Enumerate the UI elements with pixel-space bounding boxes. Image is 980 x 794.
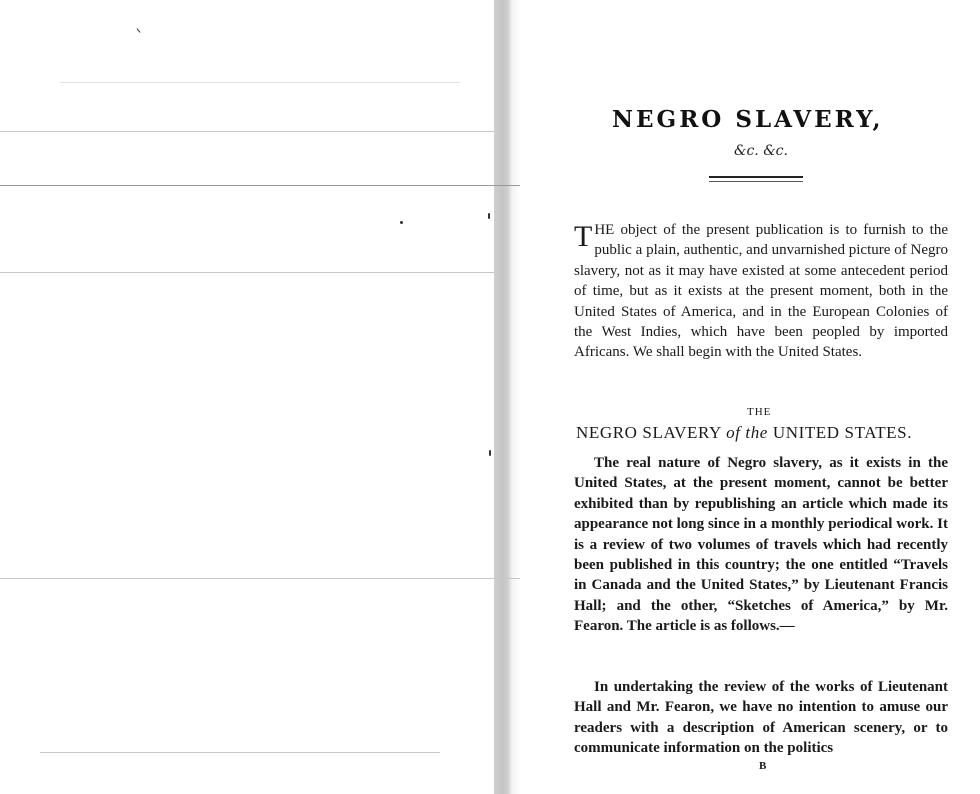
scan-line — [0, 272, 494, 273]
drop-cap: T — [574, 220, 593, 253]
page-title: NEGRO SLAVERY, — [612, 106, 884, 133]
book-gutter — [494, 0, 520, 794]
section-heading-of-the: of the — [726, 423, 768, 442]
scan-line — [40, 752, 440, 753]
section-heading-part2: UNITED STATES. — [772, 423, 913, 442]
section-heading — [576, 423, 948, 443]
ink-speck — [489, 450, 491, 456]
intro-text: HE object of the present publication is to furnish to the public a plain, authentic, and unvarnished picture of Negro slavery, not as it may have existed at some antecedent period of time, but as it exists at the present moment, both in the United States of America, and in the European Colonies of the West Indies, which have been peopled by imported Africans. We shall begin with the United States. — [574, 222, 948, 361]
section-label: THE — [747, 406, 772, 418]
ornamental-rule — [709, 176, 803, 182]
ink-speck — [488, 213, 490, 219]
ink-speck — [400, 221, 403, 224]
paragraph-2: The real nature of Negro slavery, as it exists in the United States, at the present moment, cannot be better exhibited than by republishing an article which made its appearance not long since in a monthly periodical work. It is a review of two volumes of travels which had recently been published in this country; the one entitled “Travels in Canada and the United States,” by Lieutenant Francis Hall; and the other, “Sketches of America,” by Mr. Fearon. The article is as follows.— — [574, 455, 948, 635]
scan-line — [0, 131, 494, 132]
section-heading-part1: NEGRO SLAVERY — [576, 423, 722, 442]
signature-mark: B — [759, 760, 767, 772]
paragraph-3: In undertaking the review of the works of Lieutenant Hall and Mr. Fearon, we have no intention to amuse our readers with a description of American scenery, or to communicate information on the politics — [574, 679, 948, 757]
page-subtitle: &c. &c. — [734, 143, 788, 159]
intro-paragraph — [574, 220, 948, 363]
scan-line — [60, 82, 460, 83]
ink-speck — [137, 28, 141, 32]
